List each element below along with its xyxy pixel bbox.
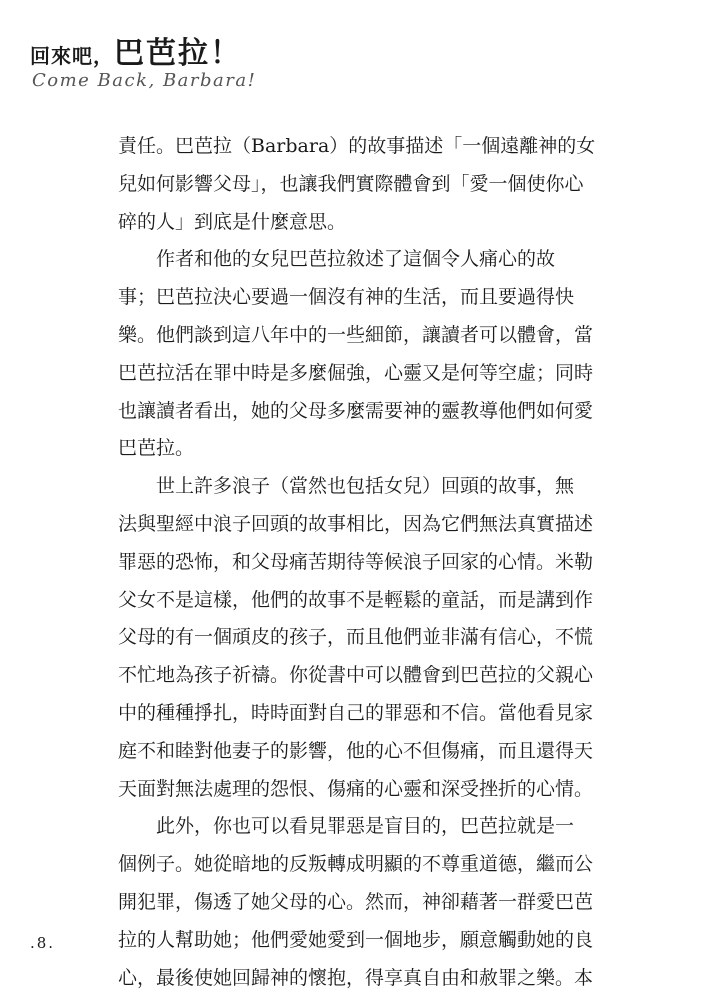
paragraph-first-line: 世上許多浪子（當然也包括女兒）回頭的故事，無 [156,475,575,498]
book-title-prefix: 回來吧， [30,44,114,68]
running-header [30,26,290,106]
text-line: 樂。他們談到這八年中的一些細節，讓讀者可以體會，當 [118,323,594,346]
book-subtitle: Come Back, Barbara! [32,70,257,91]
text-line: 拉的人幫助她；他們愛她愛到一個地步，願意觸動她的良 [118,928,594,951]
text-line: 個例子。她從暗地的反叛轉成明顯的不尊重道德，繼而公 [118,853,594,876]
paragraph-first-line: 此外，你也可以看見罪惡是盲目的，巴芭拉就是一 [156,815,575,838]
text-line: 心，最後使她回歸神的懷抱，得享真自由和赦罪之樂。本 [118,966,594,989]
text-line: 事；巴芭拉決心要過一個沒有神的生活，而且要過得快 [118,286,575,309]
text-line: 中的種種掙扎，時時面對自己的罪惡和不信。當他看見家 [118,701,594,724]
paragraph-first-line: 作者和他的女兒巴芭拉敘述了這個令人痛心的故 [156,248,556,271]
text-line: 父母的有一個頑皮的孩子，而且他們並非滿有信心，不慌 [118,626,594,649]
book-title-name: 巴芭拉！ [114,36,242,71]
text-line: 天面對無法處理的怨恨、傷痛的心靈和深受挫折的心情。 [118,777,594,800]
text-line: 巴芭拉活在罪中時是多麼倔強，心靈又是何等空虛；同時 [118,361,594,384]
text-line: 法與聖經中浪子回頭的故事相比，因為它們無法真實描述 [118,512,594,535]
text-line: 不忙地為孩子祈禱。你從書中可以體會到巴芭拉的父親心 [118,664,594,687]
text-line: 庭不和睦對他妻子的影響，他的心不但傷痛，而且還得天 [118,739,594,762]
text-line: 罪惡的恐怖，和父母痛苦期待等候浪子回家的心情。米勒 [118,550,594,573]
body-text [118,128,600,997]
text-line: 碎的人」到底是什麼意思。 [118,210,347,233]
text-line: 兒如何影響父母」，也讓我們實際體會到「愛一個使你心 [118,172,584,195]
text-line: 父女不是這樣，他們的故事不是輕鬆的童話，而是講到作 [118,588,594,611]
text-line: 責任。巴芭拉（Barbara）的故事描述「一個遠離神的女 [118,135,596,157]
page-number: .8. [30,934,56,952]
text-line: 也讓讀者看出，她的父母多麼需要神的靈教導他們如何愛 [118,399,594,422]
book-title [30,28,242,72]
text-line: 開犯罪，傷透了她父母的心。然而，神卻藉著一群愛巴芭 [118,890,594,913]
text-line: 巴芭拉。 [118,437,195,460]
